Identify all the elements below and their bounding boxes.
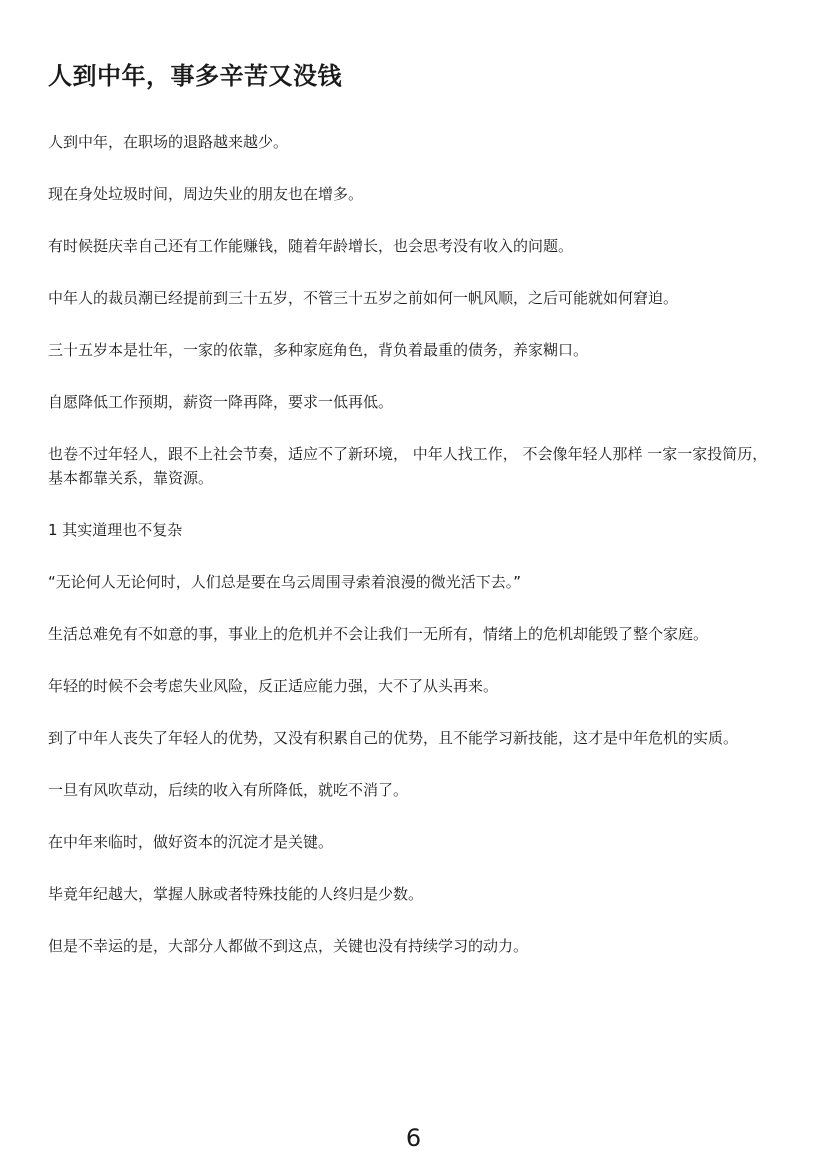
paragraph-4: 中年人的裁员潮已经提前到三十五岁，不管三十五岁之前如何一帆风顺，之后可能就如何窘迫。 <box>48 289 679 307</box>
page-number: 6 <box>405 1124 422 1152</box>
paragraph-5: 三十五岁本是壮年，一家的依靠，多种家庭角色，背负着最重的债务，养家糊口。 <box>48 341 589 359</box>
paragraph-1: 人到中年，在职场的退路越来越少。 <box>48 133 289 151</box>
paragraph-11: 年轻的时候不会考虑失业风险，反正适应能力强，大不了从头再来。 <box>48 677 499 695</box>
paragraph-6: 自愿降低工作预期，薪资一降再降，要求一低再低。 <box>48 393 394 411</box>
paragraph-3: 有时候挺庆幸自己还有工作能赚钱，随着年龄增长，也会思考没有收入的问题。 <box>48 237 574 255</box>
page-title: 人到中年，事多辛苦又没钱 <box>48 62 342 90</box>
paragraph-14: 在中年来临时，做好资本的沉淀才是关键。 <box>48 833 334 851</box>
paragraph-10: 生活总难免有不如意的事，事业上的危机并不会让我们一无所有，情绪上的危机却能毁了整个家庭。 <box>48 625 709 643</box>
paragraph-12: 到了中年人丧失了年轻人的优势，又没有积累自己的优势，且不能学习新技能，这才是中年危机的实质。 <box>48 729 739 747</box>
paragraph-7: 也卷不过年轻人，跟不上社会节奏，适应不了新环境， 中年人找工作， 不会像年轻人那样 一家一家投简历，基本都靠关系，靠资源。 <box>48 445 768 487</box>
section-heading: 1 其实道理也不复杂 <box>48 521 183 539</box>
paragraph-13: 一旦有风吹草动，后续的收入有所降低，就吃不消了。 <box>48 781 409 799</box>
paragraph-2: 现在身处垃圾时间，周边失业的朋友也在增多。 <box>48 185 364 203</box>
paragraph-15: 毕竟年纪越大，掌握人脉或者特殊技能的人终归是少数。 <box>48 885 424 903</box>
quote-paragraph: “无论何人无论何时，人们总是要在乌云周围寻索着浪漫的微光活下去。” <box>48 573 522 591</box>
paragraph-16: 但是不幸运的是，大部分人都做不到这点，关键也没有持续学习的动力。 <box>48 937 529 955</box>
